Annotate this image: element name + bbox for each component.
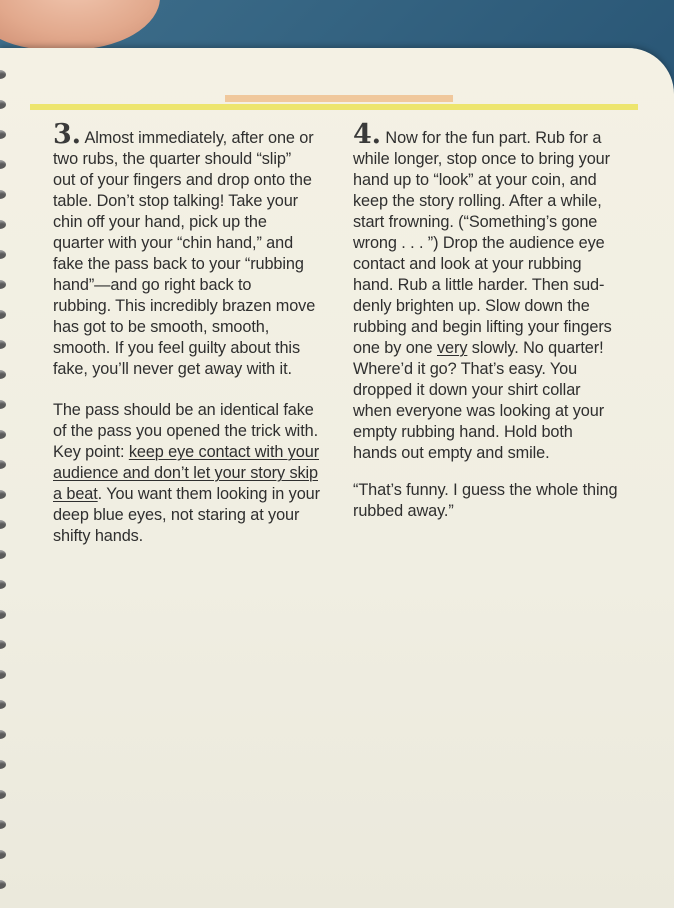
- header-accent-bar: [225, 95, 453, 102]
- binding-ring: [0, 820, 6, 829]
- text-line: [353, 119, 617, 150]
- text-line: hand up to “look” at your coin, and: [353, 171, 597, 189]
- text-span: slowly. No quarter!: [467, 339, 604, 357]
- text-line: hands out empty and smile.: [353, 444, 550, 462]
- binding-ring: [0, 550, 6, 559]
- binding-ring: [0, 520, 6, 529]
- step-4-paragraph: [353, 119, 617, 464]
- binding-ring: [0, 730, 6, 739]
- text-line: [53, 442, 320, 463]
- binding-ring: [0, 670, 6, 679]
- key-point-label: Key point:: [53, 443, 129, 461]
- binding-ring: [0, 220, 6, 229]
- binding-ring: [0, 760, 6, 769]
- text-line: while longer, stop once to bring your: [353, 150, 610, 168]
- text-line: hand. Rub a little harder. Then sud-: [353, 276, 605, 294]
- binding-ring: [0, 340, 6, 349]
- text-span: one by one: [353, 339, 437, 357]
- text-line: keep the story rolling. After a while,: [353, 192, 602, 210]
- binding-ring: [0, 880, 6, 889]
- binding-ring: [0, 610, 6, 619]
- thumb: [0, 0, 160, 50]
- left-column: [53, 119, 320, 562]
- step-3-paragraph: [53, 119, 320, 380]
- text-line: hand”—and go right back to: [53, 276, 252, 294]
- text-line: empty rubbing hand. Hold both: [353, 423, 573, 441]
- text-line: chin off your hand, pick up the: [53, 213, 267, 231]
- binding-ring: [0, 790, 6, 799]
- text-line: Where’d it go? That’s easy. You: [353, 360, 578, 378]
- text-line: two rubs, the quarter should “slip”: [53, 150, 292, 168]
- step-number: 4.: [353, 119, 381, 150]
- text-line: out of your fingers and drop onto the: [53, 171, 312, 189]
- text-line: rubbed away.”: [353, 502, 454, 520]
- text-line: of the pass you opened the trick with.: [53, 422, 318, 440]
- binding-ring: [0, 700, 6, 709]
- text-line: table. Don’t stop talking! Take your: [53, 192, 298, 210]
- text-line: fake, you’ll never get away with it.: [53, 360, 292, 378]
- text-line: [53, 463, 320, 484]
- binding-ring: [0, 250, 6, 259]
- quote-paragraph: [353, 480, 617, 522]
- binding-ring: [0, 640, 6, 649]
- text-line: [53, 119, 320, 150]
- text-span: Almost immediately, after one or: [81, 129, 314, 147]
- text-line: The pass should be an identical fake: [53, 401, 314, 419]
- text-line: [53, 484, 320, 505]
- binding-ring: [0, 580, 6, 589]
- binding-ring: [0, 70, 6, 79]
- text-line: quarter with your “chin hand,” and: [53, 234, 294, 252]
- binding-ring: [0, 430, 6, 439]
- binding-ring: [0, 100, 6, 109]
- text-line: smooth. If you feel guilty about this: [53, 339, 300, 357]
- binding-ring: [0, 400, 6, 409]
- binding-ring: [0, 130, 6, 139]
- header-rule: [30, 104, 638, 110]
- text-line: has got to be smooth, smooth,: [53, 318, 270, 336]
- text-line: deep blue eyes, not staring at your: [53, 506, 300, 524]
- text-span: . You want them looking in your: [97, 485, 320, 503]
- text-line: start frowning. (“Something’s gone: [353, 213, 598, 231]
- binding-ring: [0, 490, 6, 499]
- binding-ring: [0, 280, 6, 289]
- underlined-text: audience and don’t let your story skip: [53, 464, 318, 482]
- text-line: fake the pass back to your “rubbing: [53, 255, 304, 273]
- step-number: 3.: [53, 119, 81, 150]
- text-line: shifty hands.: [53, 527, 144, 545]
- spiral-binding: [0, 70, 12, 900]
- binding-ring: [0, 310, 6, 319]
- binding-ring: [0, 370, 6, 379]
- text-line: wrong . . . ”) Drop the audience eye: [353, 234, 605, 252]
- binding-ring: [0, 160, 6, 169]
- binding-ring: [0, 460, 6, 469]
- binding-ring: [0, 850, 6, 859]
- binding-ring: [0, 190, 6, 199]
- text-line: [353, 338, 617, 359]
- text-span: Now for the fun part. Rub for a: [381, 129, 602, 147]
- text-line: rubbing. This incredibly brazen move: [53, 297, 316, 315]
- underlined-text: a beat: [53, 485, 98, 503]
- text-line: rubbing and begin lifting your fingers: [353, 318, 612, 336]
- right-column: [353, 119, 618, 537]
- pass-paragraph: [53, 400, 320, 547]
- text-line: dropped it down your shirt collar: [353, 381, 581, 399]
- text-line: contact and look at your rubbing: [353, 255, 582, 273]
- text-line: “That’s funny. I guess the whole thing: [353, 481, 618, 499]
- text-line: denly brighten up. Slow down the: [353, 297, 590, 315]
- underlined-text: keep eye contact with your: [128, 443, 320, 461]
- text-line: when everyone was looking at your: [353, 402, 605, 420]
- underlined-text: very: [437, 339, 468, 357]
